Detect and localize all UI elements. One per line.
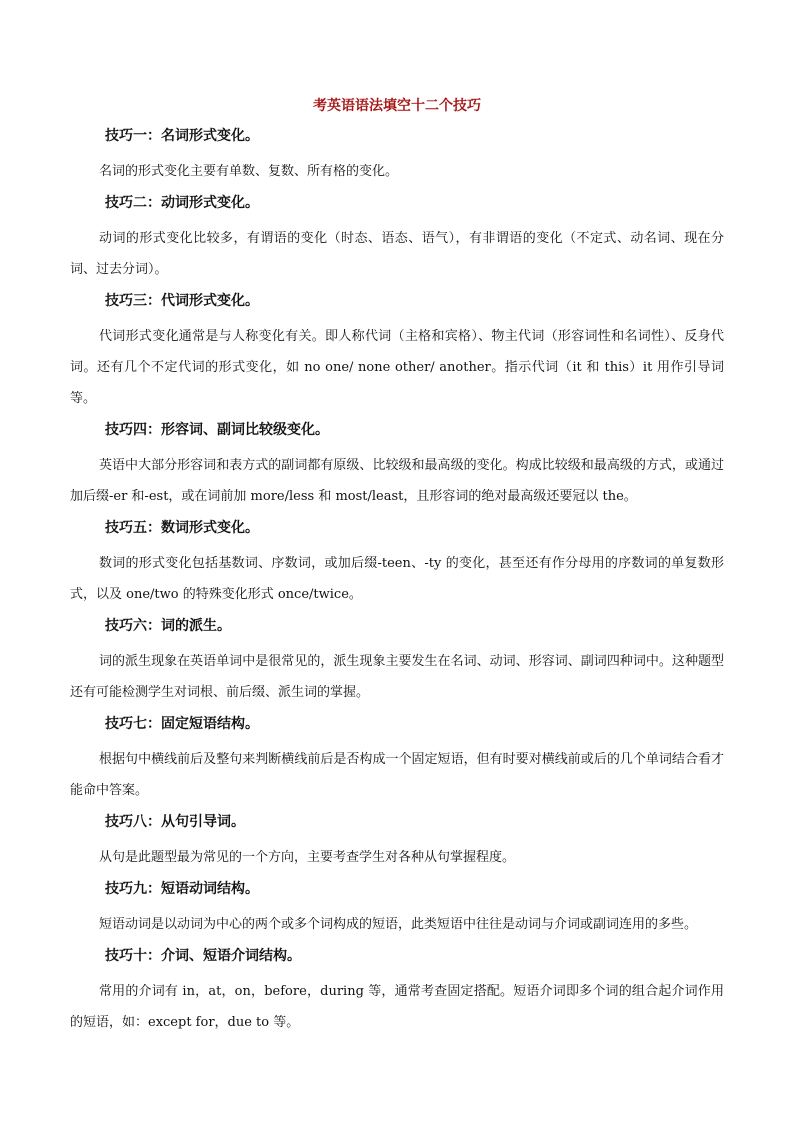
- section-9: [70, 877, 724, 940]
- section-body: 名词的形式变化主要有单数、复数、所有格的变化。: [99, 164, 399, 179]
- section-body: 词的派生现象在英语单词中是很常见的，派生现象主要发生在名词、动词、形容词、副词四种词中。这种题型还有可能检测学生对词根、前后缀、派生词的掌握。: [70, 654, 724, 700]
- section-heading: 技巧三：代词形式变化。: [105, 293, 259, 309]
- section-heading: 技巧八：从句引导词。: [105, 814, 245, 830]
- section-heading: 技巧五：数词形式变化。: [105, 520, 259, 536]
- section-body: 英语中大部分形容词和表方式的副词都有原级、比较级和最高级的变化。构成比较级和最高级的方式，或通过加后缀-er 和-est，或在词前加 more/less 和 most/least，且形容词的绝对最高级还要冠以 the。: [70, 458, 724, 504]
- section-2: [70, 191, 724, 285]
- section-heading: 技巧四：形容词、副词比较级变化。: [105, 422, 329, 438]
- section-heading: 技巧二：动词形式变化。: [105, 195, 259, 211]
- section-8: [70, 810, 724, 873]
- section-3: [70, 289, 724, 414]
- section-heading: 技巧六：词的派生。: [105, 618, 231, 634]
- section-heading: 技巧十：介词、短语介词结构。: [105, 948, 301, 964]
- section-1: [70, 124, 724, 187]
- section-4: [70, 418, 724, 512]
- section-heading: 技巧一：名词形式变化。: [105, 128, 259, 144]
- section-7: [70, 712, 724, 806]
- section-10: [70, 944, 724, 1038]
- document-page: [70, 96, 724, 1042]
- section-body: 常用的介词有 in，at，on，before，during 等，通常考查固定搭配。短语介词即多个词的组合起介词作用的短语，如：except for，due to 等。: [70, 984, 724, 1030]
- section-body: 数词的形式变化包括基数词、序数词，或加后缀-teen、-ty 的变化，甚至还有作分母用的序数词的单复数形式，以及 one/two 的特殊变化形式 once/twice。: [70, 556, 724, 602]
- section-body: 短语动词是以动词为中心的两个或多个词构成的短语，此类短语中往往是动词与介词或副词连用的多些。: [99, 917, 698, 932]
- section-body: 动词的形式变化比较多，有谓语的变化（时态、语态、语气），有非谓语的变化（不定式、动名词、现在分词、过去分词）。: [70, 231, 724, 277]
- section-6: [70, 614, 724, 708]
- document-title: 考英语语法填空十二个技巧: [313, 98, 481, 114]
- section-body: 从句是此题型最为常见的一个方向，主要考查学生对各种从句掌握程度。: [99, 850, 516, 865]
- section-body: 代词形式变化通常是与人称变化有关。即人称代词（主格和宾格）、物主代词（形容词性和名词性）、反身代词。还有几个不定代词的形式变化，如 no one/ none other/ another。指示代词（it 和 this）it 用作引导词等。: [70, 329, 724, 406]
- section-heading: 技巧九：短语动词结构。: [105, 881, 259, 897]
- section-5: [70, 516, 724, 610]
- section-body: 根据句中横线前后及整句来判断横线前后是否构成一个固定短语，但有时要对横线前或后的几个单词结合看才能命中答案。: [70, 752, 724, 798]
- section-heading: 技巧七：固定短语结构。: [105, 716, 259, 732]
